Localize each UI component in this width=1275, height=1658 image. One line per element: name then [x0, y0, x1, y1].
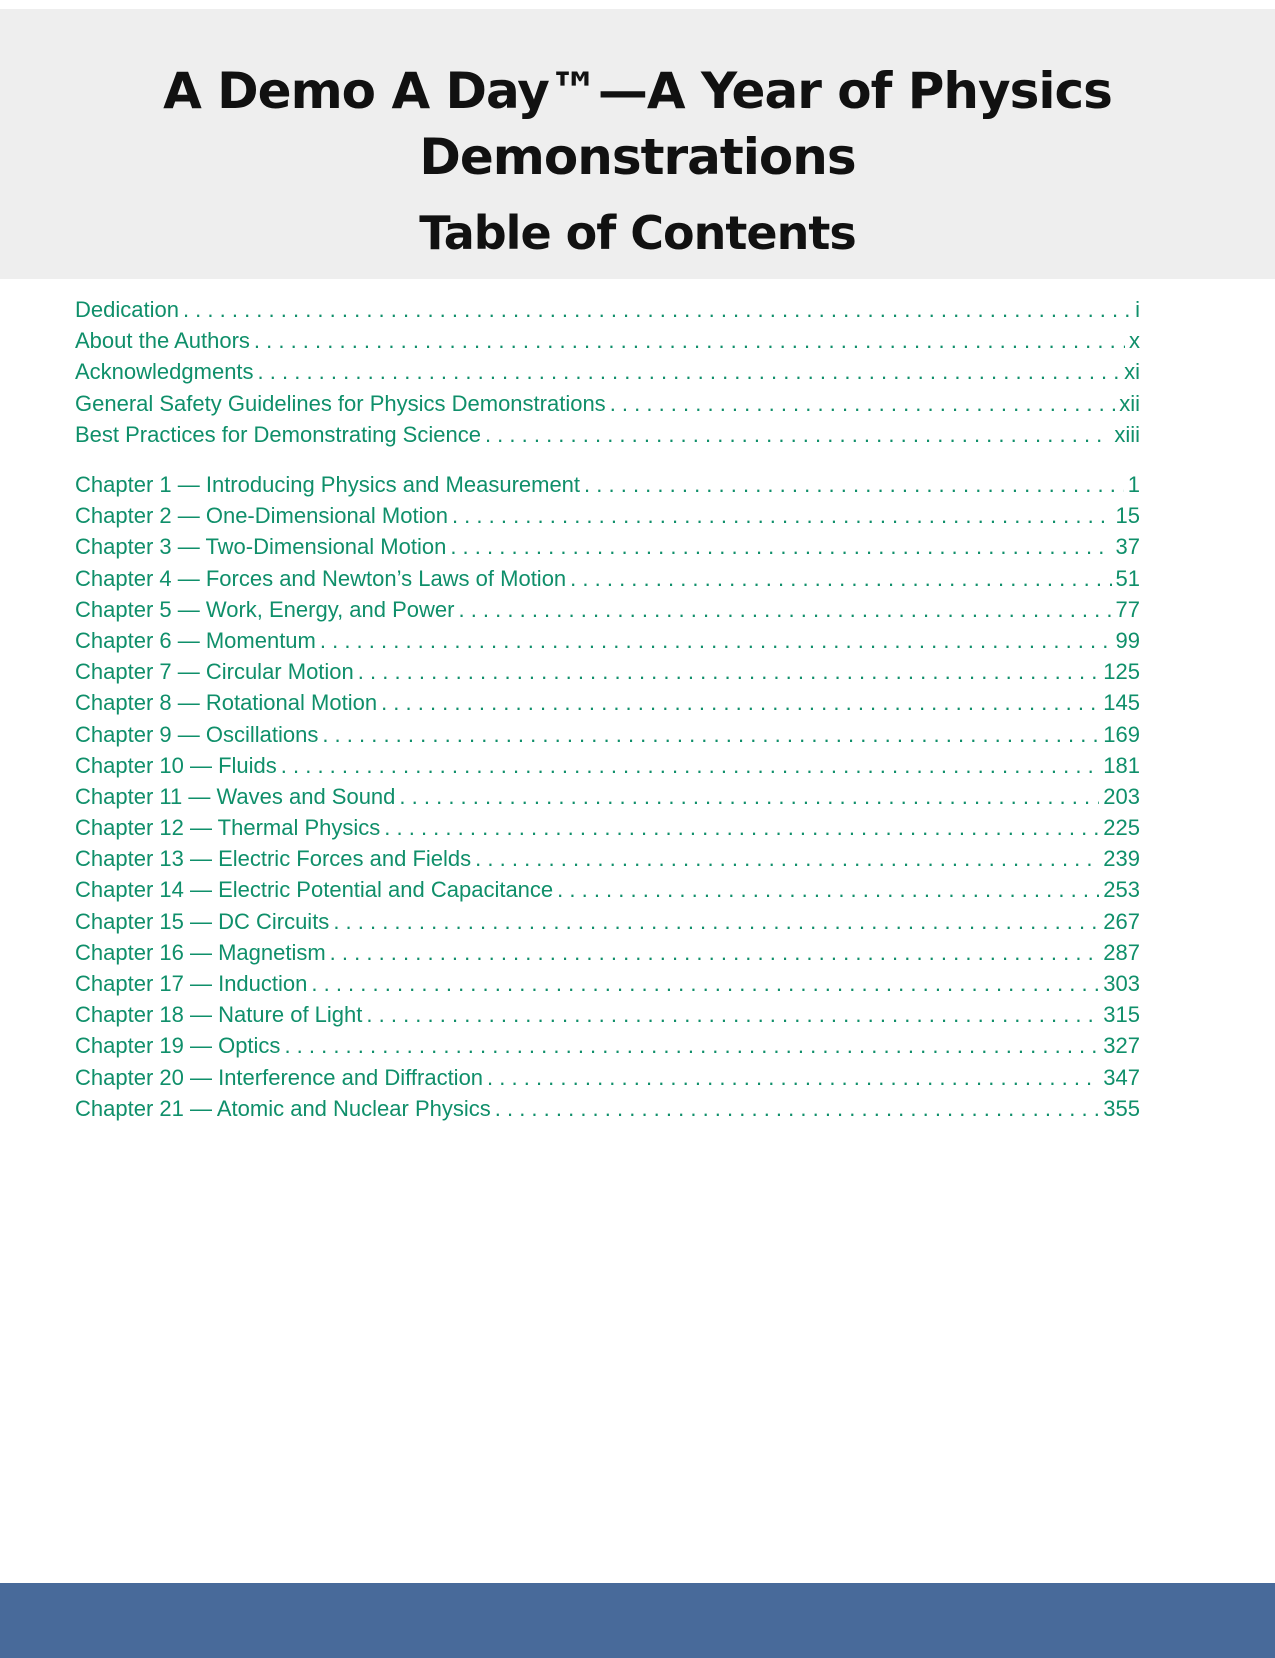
chapter-entry[interactable] — [75, 940, 1140, 971]
front-matter-entry-title: General Safety Guidelines for Physics Demonstrations — [75, 390, 606, 416]
dot-leader — [485, 422, 1110, 448]
dot-leader — [254, 328, 1125, 354]
front-matter-list — [75, 297, 1140, 453]
chapter-entry[interactable] — [75, 628, 1140, 659]
dot-leader — [495, 1096, 1100, 1122]
chapter-entry-page: 181 — [1103, 752, 1140, 778]
chapter-entry-page: 303 — [1103, 971, 1140, 996]
front-matter-entry-title: Dedication — [75, 297, 179, 322]
dot-leader — [384, 815, 1099, 841]
dot-leader — [475, 846, 1099, 872]
chapter-entry-title: Chapter 1 — Introducing Physics and Measurement — [75, 472, 581, 497]
chapter-entry-title: Chapter 15 — DC Circuits — [75, 908, 330, 934]
chapter-entry-page: 225 — [1103, 815, 1140, 841]
dot-leader — [258, 359, 1121, 385]
chapter-entry[interactable] — [75, 1002, 1140, 1033]
chapter-entry[interactable] — [75, 1096, 1140, 1127]
front-matter-entry-page: xii — [1119, 390, 1140, 416]
chapter-entry[interactable] — [75, 1065, 1140, 1096]
front-matter-entry-page: i — [1135, 297, 1140, 322]
chapter-entry-title: Chapter 16 — Magnetism — [75, 939, 326, 965]
front-matter-entry-page: xiii — [1114, 421, 1140, 447]
book-title-line-2: Demonstrations — [419, 128, 856, 186]
chapter-entry-title: Chapter 10 — Fluids — [75, 752, 277, 778]
chapter-entry-page: 169 — [1103, 721, 1140, 747]
chapter-entry-title: Chapter 6 — Momentum — [75, 627, 316, 653]
chapter-entry-page: 287 — [1103, 939, 1140, 965]
chapter-entry-title: Chapter 8 — Rotational Motion — [75, 690, 378, 716]
chapter-entry[interactable] — [75, 722, 1140, 753]
dot-leader — [333, 909, 1099, 935]
dot-leader — [358, 659, 1100, 685]
dot-leader — [399, 784, 1099, 810]
front-matter-entry-title: Acknowledgments — [75, 359, 254, 385]
chapter-entry-page: 125 — [1103, 659, 1140, 685]
dot-leader — [320, 628, 1112, 654]
front-matter-entry[interactable] — [75, 422, 1140, 453]
dot-leader — [322, 722, 1099, 748]
toc-heading: Table of Contents — [419, 206, 856, 260]
chapter-entry-title: Chapter 4 — Forces and Newton’s Laws of Motion — [75, 565, 567, 591]
chapter-entry-page: 203 — [1103, 783, 1140, 809]
book-title-line-1: A Demo A Day™—A Year of Physics — [163, 62, 1112, 120]
chapter-entry-page: 145 — [1103, 690, 1140, 716]
front-matter-entry[interactable] — [75, 328, 1140, 359]
chapter-entry-page: 355 — [1103, 1095, 1140, 1121]
chapter-entry-title: Chapter 17 — Induction — [75, 971, 308, 996]
chapter-entry[interactable] — [75, 659, 1140, 690]
chapter-entry-page: 347 — [1103, 1064, 1140, 1090]
chapter-entry-page: 37 — [1115, 534, 1140, 560]
front-matter-entry-page: x — [1129, 328, 1140, 354]
dot-leader — [183, 297, 1131, 323]
chapter-entry-page: 77 — [1115, 596, 1140, 622]
chapter-entry-title: Chapter 18 — Nature of Light — [75, 1002, 363, 1028]
chapter-entry[interactable] — [75, 971, 1140, 1002]
book-title — [0, 58, 1275, 190]
dot-leader — [311, 971, 1099, 997]
chapter-entry[interactable] — [75, 753, 1140, 784]
chapter-entry-title: Chapter 9 — Oscillations — [75, 721, 319, 747]
chapter-entry-title: Chapter 21 — Atomic and Nuclear Physics — [75, 1095, 491, 1121]
chapter-entry-title: Chapter 3 — Two-Dimensional Motion — [75, 534, 447, 560]
chapter-entry[interactable] — [75, 784, 1140, 815]
dot-leader — [452, 503, 1112, 529]
front-matter-entry[interactable] — [75, 391, 1140, 422]
dot-leader — [284, 1033, 1099, 1059]
chapter-entry-title: Chapter 11 — Waves and Sound — [75, 783, 396, 809]
dot-leader — [458, 597, 1111, 623]
chapter-entry-page: 15 — [1115, 503, 1140, 529]
chapter-entry[interactable] — [75, 597, 1140, 628]
chapter-entry-page: 1 — [1127, 472, 1140, 497]
dot-leader — [584, 472, 1124, 498]
chapter-entry-title: Chapter 19 — Optics — [75, 1033, 281, 1059]
dot-leader — [281, 753, 1100, 779]
dot-leader — [570, 566, 1111, 592]
front-matter-entry-page: xi — [1124, 359, 1140, 385]
chapter-entry[interactable] — [75, 690, 1140, 721]
chapter-entry-page: 253 — [1103, 877, 1140, 903]
chapter-entry[interactable] — [75, 566, 1140, 597]
front-matter-entry-title: About the Authors — [75, 328, 250, 354]
chapter-entry-title: Chapter 7 — Circular Motion — [75, 659, 354, 685]
dot-leader — [366, 1002, 1099, 1028]
chapter-entry-title: Chapter 12 — Thermal Physics — [75, 815, 381, 841]
chapter-entry-title: Chapter 20 — Interference and Diffraction — [75, 1064, 484, 1090]
chapter-entry-title: Chapter 2 — One-Dimensional Motion — [75, 503, 448, 529]
chapter-entry-page: 51 — [1115, 565, 1140, 591]
chapter-entry-page: 327 — [1103, 1033, 1140, 1059]
front-matter-entry[interactable] — [75, 359, 1140, 390]
chapter-entry[interactable] — [75, 909, 1140, 940]
dot-leader — [381, 690, 1099, 716]
dot-leader — [450, 534, 1111, 560]
dot-leader — [330, 940, 1100, 966]
chapter-entry[interactable] — [75, 877, 1140, 908]
chapter-entry[interactable] — [75, 534, 1140, 565]
dot-leader — [487, 1065, 1099, 1091]
chapter-entry-title: Chapter 14 — Electric Potential and Capacitance — [75, 877, 554, 903]
dot-leader — [557, 877, 1099, 903]
chapter-entry-page: 99 — [1115, 627, 1140, 653]
chapter-entry[interactable] — [75, 815, 1140, 846]
dot-leader — [610, 391, 1116, 417]
footer-band — [0, 1583, 1275, 1658]
chapter-entry[interactable] — [75, 503, 1140, 534]
chapter-entry-title: Chapter 13 — Electric Forces and Fields — [75, 846, 472, 872]
front-matter-entry[interactable] — [75, 297, 1140, 328]
chapter-entry[interactable] — [75, 1033, 1140, 1064]
chapter-entry-page: 239 — [1103, 846, 1140, 872]
chapter-entry-title: Chapter 5 — Work, Energy, and Power — [75, 596, 455, 622]
chapter-entry[interactable] — [75, 846, 1140, 877]
chapter-list — [75, 472, 1140, 1127]
front-matter-entry-title: Best Practices for Demonstrating Science — [75, 421, 481, 447]
chapter-entry[interactable] — [75, 472, 1140, 503]
chapter-entry-page: 267 — [1103, 908, 1140, 934]
chapter-entry-page: 315 — [1103, 1002, 1140, 1028]
